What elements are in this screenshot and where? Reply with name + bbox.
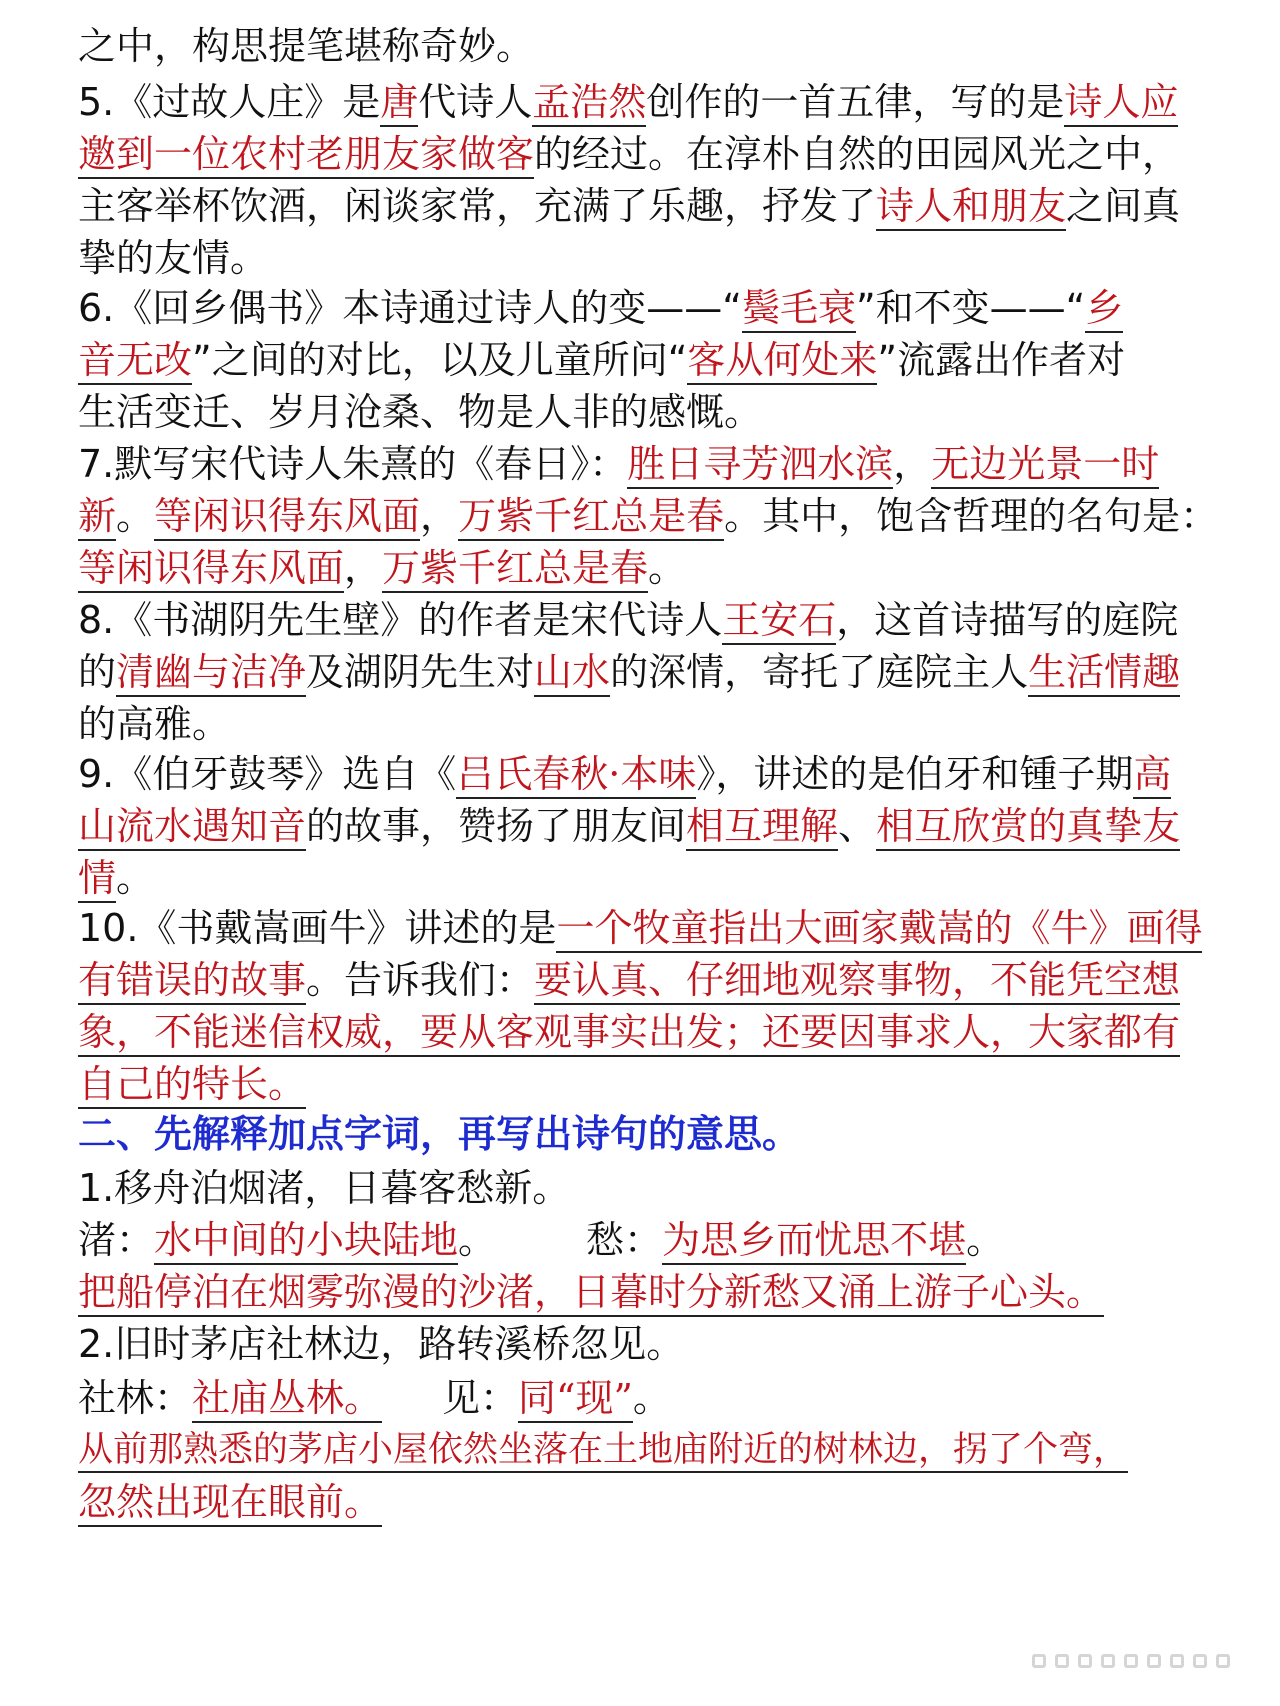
answer-blank: 胜日寻芳泗水滨 <box>627 442 893 489</box>
answer-blank: 无边光景一时 <box>931 442 1159 489</box>
q9-line-1: 9.《伯牙鼓琴》选自《吕氏春秋·本味》，讲述的是伯牙和锺子期高 <box>78 746 1171 802</box>
q8-line-3: 的高雅。 <box>78 702 231 746</box>
q6-line-1: 6.《回乡偶书》本诗通过诗人的变——“鬓毛衰”和不变——“乡 <box>78 280 1123 336</box>
indicator-box <box>1170 1654 1184 1668</box>
q7-line-2: 新。等闲识得东风面，万紫千红总是春。其中，饱含哲理的名句是： <box>78 488 1218 544</box>
answer-blank: 孟浩然 <box>532 80 646 127</box>
answer-blank: 生活情趣 <box>1028 650 1180 697</box>
answer-blank: 同“现” <box>518 1376 633 1423</box>
answer-blank: 情 <box>78 856 116 903</box>
q8-line-2: 的清幽与洁净及湖阴先生对山水的深情，寄托了庭院主人生活情趣 <box>78 644 1180 700</box>
indicator-box <box>1216 1654 1230 1668</box>
answer-blank: 客从何处来 <box>687 338 877 385</box>
q9-line-3: 情。 <box>78 850 154 906</box>
answer-blank: 诗人应 <box>1064 80 1178 127</box>
answer-blank: 有错误的故事 <box>78 958 306 1005</box>
answer-blank: 等闲识得东风面 <box>154 494 420 541</box>
indicator-box <box>1078 1654 1092 1668</box>
intro-line <box>78 18 534 74</box>
answer-blank: 从前那熟悉的茅店小屋依然坐落在土地庙附近的树林边，拐了个弯， <box>78 1430 1128 1473</box>
answer-blank: 万紫千红总是春 <box>458 494 724 541</box>
indicator-box <box>1055 1654 1069 1668</box>
answer-blank: 新 <box>78 494 116 541</box>
answer-blank: 水中间的小块陆地 <box>154 1218 458 1265</box>
q10-line-4 <box>78 1056 306 1112</box>
q10-line-2: 有错误的故事。告诉我们：要认真、仔细地观察事物，不能凭空想 <box>78 952 1180 1008</box>
answer-blank: 为思乡而忧思不堪 <box>662 1218 966 1265</box>
answer-blank: 相互理解 <box>686 804 838 851</box>
q7-line-3: 等闲识得东风面，万紫千红总是春。 <box>78 540 686 596</box>
answer-blank: 唐 <box>380 80 418 127</box>
indicator-box <box>1193 1654 1207 1668</box>
q5-line-2: 邀到一位农村老朋友家做客的经过。在淳朴自然的田园风光之中， <box>78 126 1180 182</box>
answer-blank: 清幽与洁净 <box>116 650 306 697</box>
q5-line-1: 5.《过故人庄》是唐代诗人孟浩然创作的一首五律，写的是诗人应 <box>78 74 1178 130</box>
answer-blank: 要认真、仔细地观察事物，不能凭空想 <box>534 958 1180 1005</box>
answer-blank: 等闲识得东风面 <box>78 546 344 593</box>
answer-blank: 一个牧童指出大画家戴嵩的《牛》画得 <box>556 906 1202 953</box>
q5-line-4: 挚的友情。 <box>78 236 269 280</box>
answer-blank: 音无改 <box>78 338 192 385</box>
answer-blank: 把船停泊在烟雾弥漫的沙渚，日暮时分新愁又涌上游子心头。 <box>78 1270 1104 1317</box>
answer-blank: 忽然出现在眼前。 <box>78 1480 382 1527</box>
s2-meaning-line-1 <box>78 1422 1128 1478</box>
intro-text: 之中，构思提笔堪称奇妙。 <box>78 24 535 68</box>
answer-blank: 相互欣赏的真挚友 <box>876 804 1180 851</box>
indicator-box <box>1147 1654 1161 1668</box>
image-count-indicator <box>1032 1654 1230 1668</box>
q10-line-3 <box>78 1004 1180 1060</box>
q5-line-3: 主客举杯饮酒，闲谈家常，充满了乐趣，抒发了诗人和朋友之间真 <box>78 178 1180 234</box>
q6-line-2: 音无改”之间的对比，以及儿童所问“客从何处来”流露出作者对 <box>78 332 1125 388</box>
indicator-box <box>1124 1654 1138 1668</box>
answer-blank: 象，不能迷信权威，要从客观事实出发；还要因事求人，大家都有 <box>78 1010 1180 1057</box>
answer-blank: 高 <box>1133 752 1171 799</box>
answer-blank: 山水 <box>534 650 610 697</box>
s2-meaning-line-2 <box>78 1474 382 1530</box>
q10-line-1: 10.《书戴嵩画牛》讲述的是一个牧童指出大画家戴嵩的《牛》画得 <box>78 900 1202 956</box>
section-heading: 二、先解释加点字词，再写出诗句的意思。 <box>78 1112 801 1156</box>
answer-blank: 邀到一位农村老朋友家做客 <box>78 132 534 179</box>
q6-line-3: 生活变迁、岁月沧桑、物是人非的感慨。 <box>78 390 763 434</box>
answer-blank: 山流水遇知音 <box>78 804 306 851</box>
answer-blank: 社庙丛林。 <box>192 1376 382 1423</box>
s2-words-line: 社林：社庙丛林。 见：同“现”。 <box>78 1370 671 1426</box>
q8-line-1: 8.《书湖阴先生壁》的作者是宋代诗人王安石，这首诗描写的庭院 <box>78 592 1178 648</box>
s1-words-line: 渚：水中间的小块陆地。 愁：为思乡而忧思不堪。 <box>78 1212 1004 1268</box>
answer-blank: 鬓毛衰 <box>742 286 856 333</box>
answer-blank: 诗人和朋友 <box>876 184 1066 231</box>
indicator-box <box>1032 1654 1046 1668</box>
answer-blank: 自己的特长。 <box>78 1062 306 1109</box>
q9-line-2: 山流水遇知音的故事，赞扬了朋友间相互理解、相互欣赏的真挚友 <box>78 798 1180 854</box>
answer-blank: 吕氏春秋·本味 <box>456 752 696 799</box>
s1-poem-line: 1.移舟泊烟渚，日暮客愁新。 <box>78 1166 571 1210</box>
s2-poem-line: 2.旧时茅店社林边，路转溪桥忽见。 <box>78 1322 685 1366</box>
answer-blank: 乡 <box>1085 286 1123 333</box>
answer-blank: 王安石 <box>722 598 836 645</box>
q7-line-1: 7.默写宋代诗人朱熹的《春日》：胜日寻芳泗水滨，无边光景一时 <box>78 436 1159 492</box>
indicator-box <box>1101 1654 1115 1668</box>
s1-meaning-line <box>78 1264 1104 1320</box>
answer-blank: 万紫千红总是春 <box>382 546 648 593</box>
